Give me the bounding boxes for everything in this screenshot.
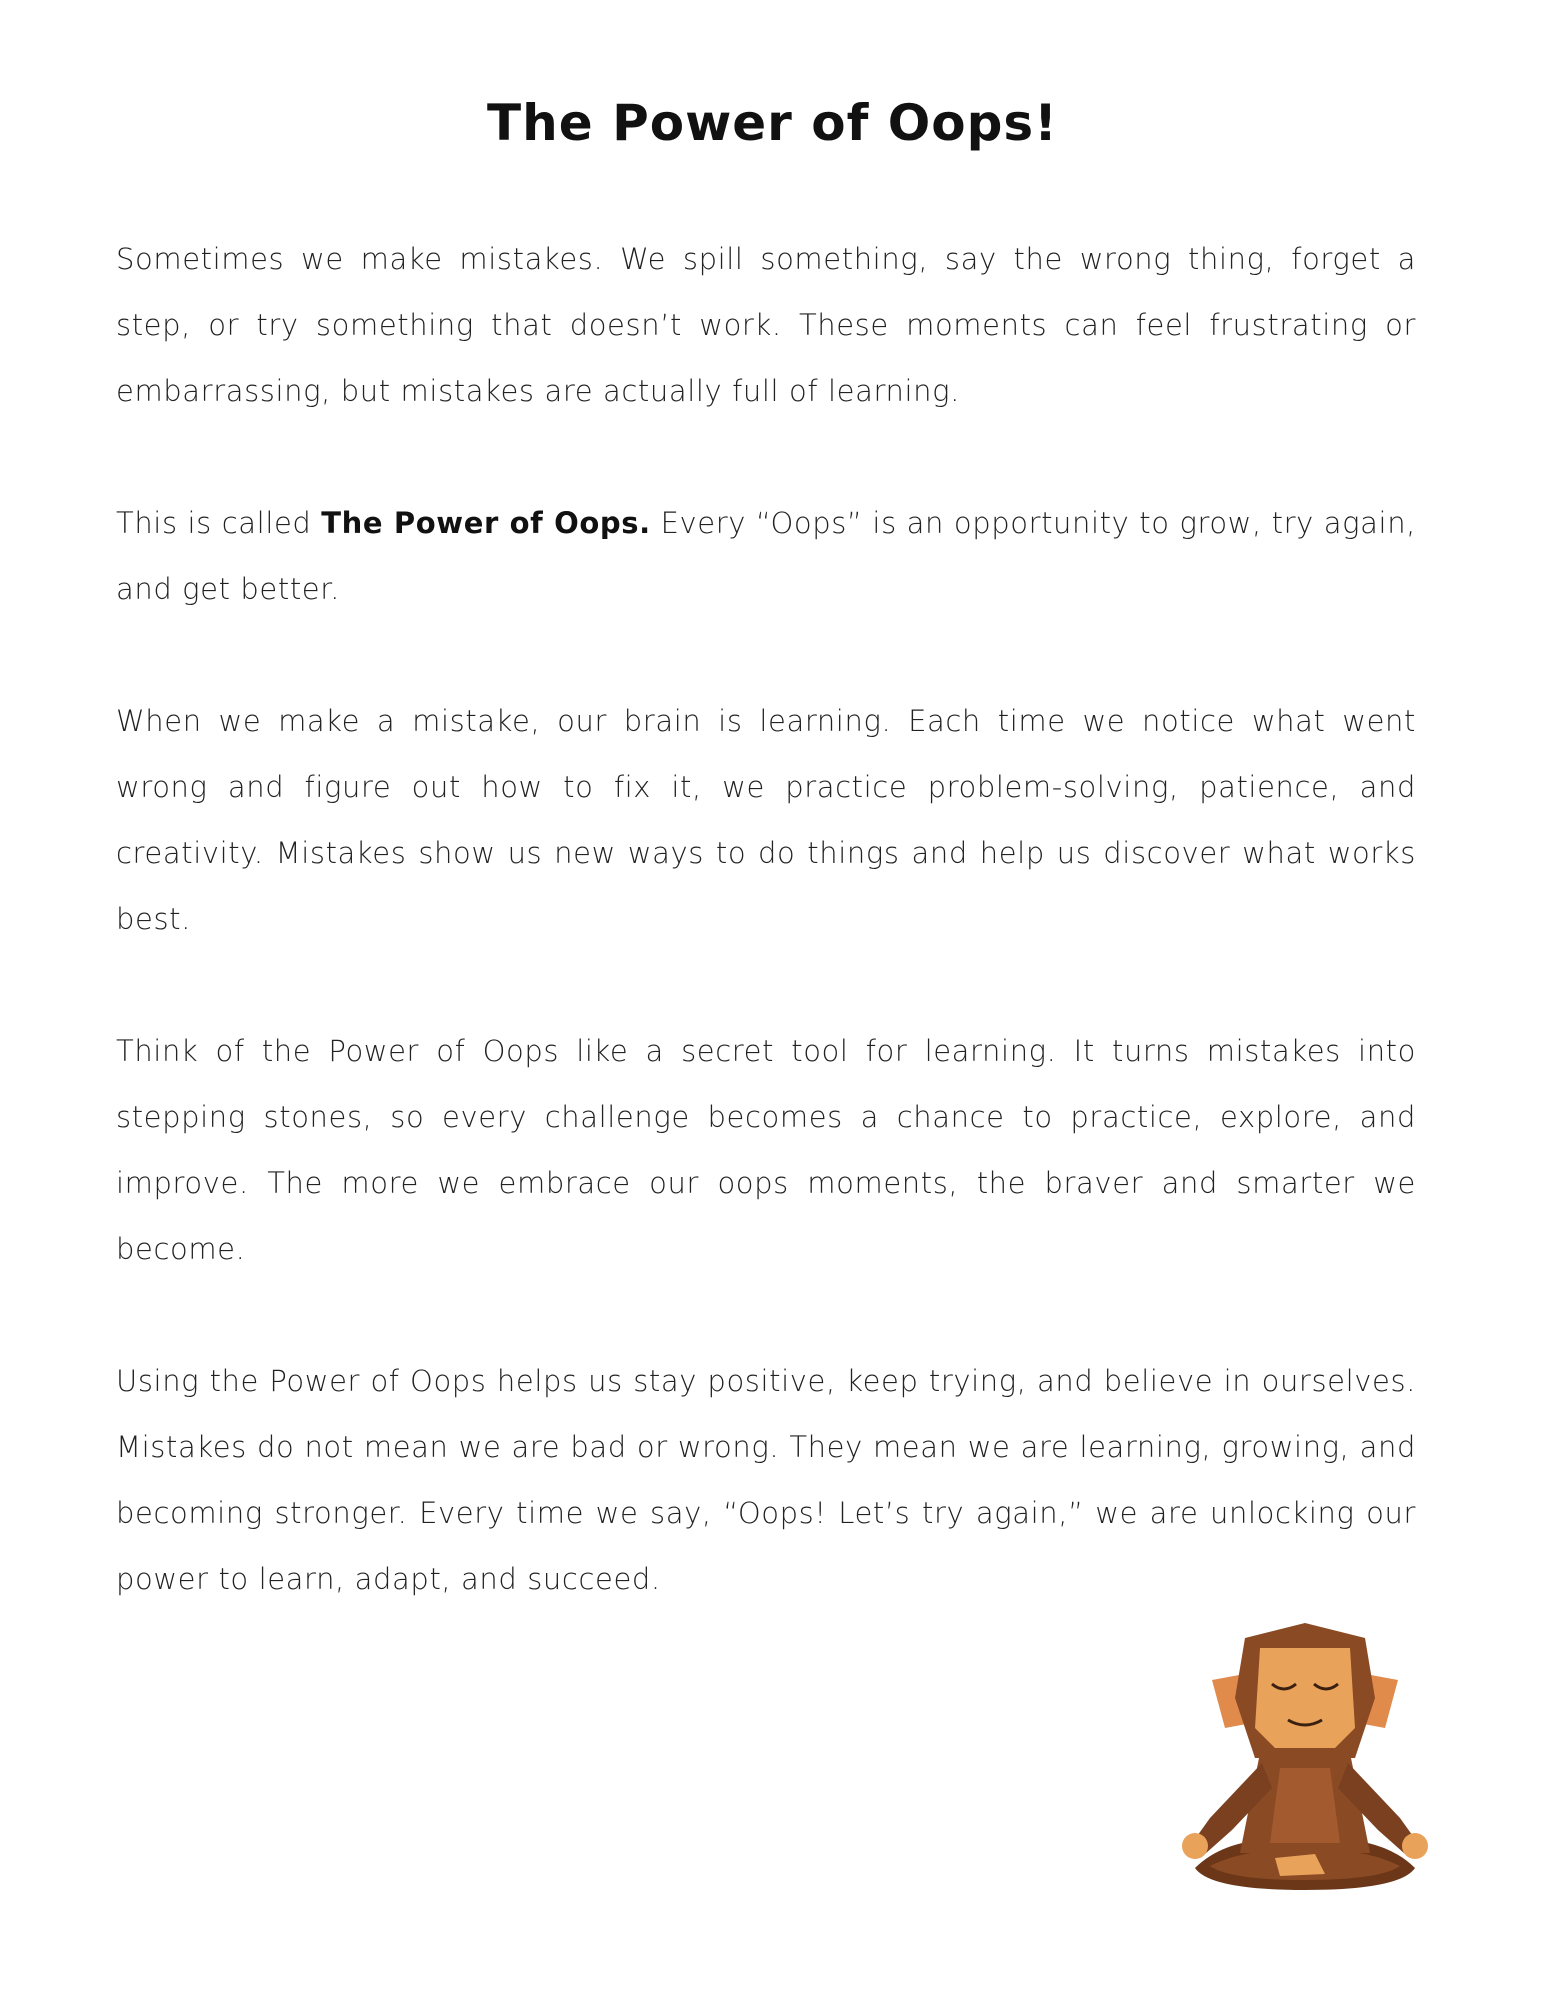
paragraph-2-before: This is called — [116, 506, 322, 540]
meditating-monkey-illustration — [1150, 1618, 1460, 1908]
paragraph-1: Sometimes we make mistakes. We spill something, say the wrong thing, forget a step, or try something that doesn’t work. These moments can feel frustrating or embarrassing, but mistakes are actually full of learning. — [116, 242, 1416, 408]
monkey-icon — [1150, 1618, 1460, 1908]
paragraph-2-after: Every “Oops” is an opportunity to grow, try again, and get better. — [116, 506, 1416, 606]
paragraph-5: Using the Power of Oops helps us stay positive, keep trying, and believe in ourselves. Mistakes do not mean we are bad or wrong. They mean we are learning, growing, and becoming stronger. Every time we say, “Oops! Let’s try again,” we are unlocking our power to learn, adapt, and succeed. — [116, 1364, 1416, 1596]
page-title: The Power of Oops! — [487, 94, 1058, 152]
paragraph-4: Think of the Power of Oops like a secret tool for learning. It turns mistakes into stepping stones, so every challenge becomes a chance to practice, explore, and improve. The more we embrace our oops moments, the braver and smarter we become. — [116, 1034, 1416, 1266]
paragraph-3: When we make a mistake, our brain is learning. Each time we notice what went wrong and figure out how to fix it, we practice problem-solving, patience, and creativity. Mistakes show us new ways to do things and help us discover what works best. — [116, 704, 1416, 936]
document-body — [116, 226, 1416, 1678]
paragraph-2 — [116, 490, 1416, 622]
paragraph-2-bold: The Power of Oops. — [321, 506, 651, 540]
